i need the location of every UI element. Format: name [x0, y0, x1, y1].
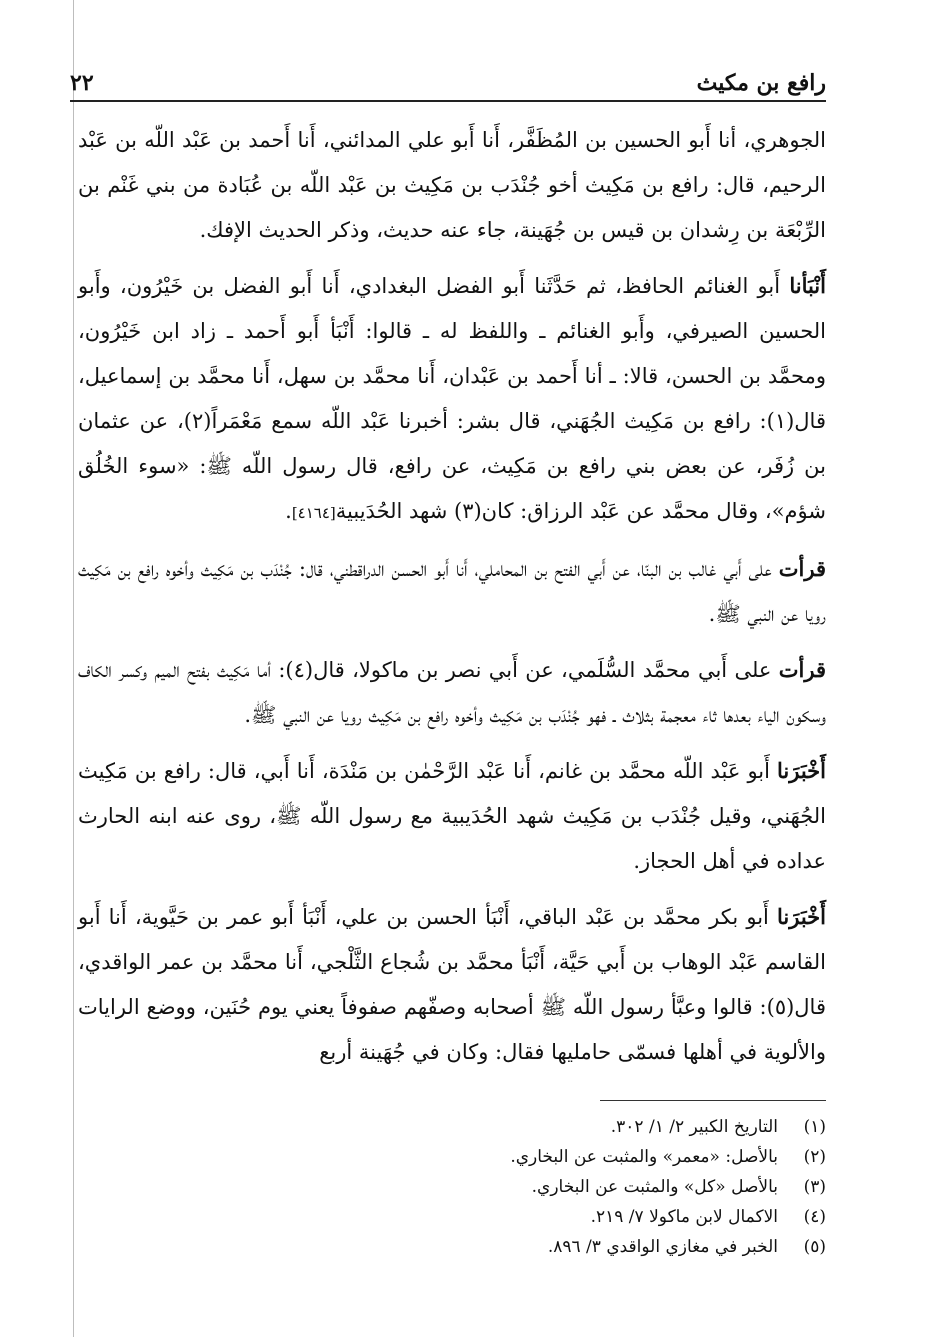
main-text [78, 118, 826, 1085]
footnote [78, 1172, 826, 1202]
footnotes [78, 1112, 826, 1262]
hadith-number: [٤١٦٤] [291, 504, 336, 522]
paragraph-lead: قرأت [778, 556, 826, 581]
paragraph-3 [78, 546, 826, 637]
footnote [78, 1142, 826, 1172]
page-header [70, 56, 826, 102]
footnote [78, 1202, 826, 1232]
page-number: ٢٢ [70, 70, 94, 96]
footnote-separator [600, 1100, 826, 1101]
footnote-number: (٥) [803, 1237, 826, 1257]
footnote-text: الخبر في مغازي الواقدي ٣/ ٨٩٦. [547, 1237, 778, 1257]
footnote-number: (١) [803, 1117, 826, 1137]
paragraph-4 [78, 647, 826, 738]
footnote-text: بالأصل: «معمر» والمثبت عن البخاري. [510, 1147, 778, 1167]
paragraph-lead: قرأت [778, 657, 826, 682]
footnote-text: الاكمال لابن ماكولا ٧/ ٢١٩. [590, 1207, 778, 1227]
paragraph-text: الجوهري، أنا أَبو الحسين بن المُظَفَّر، أَنا أَبو علي المدائني، أَنا أَحمد بن عَبْد اللّه بن عَبْد الرحيم، قال: رافع بن مَكِيث أخو جُنْدَب بن مَكِيث بن عَبْد اللّه بن عُبَادة من بني غَنْم بن الرِّبْعَة بن رِشدان بن قيس بن جُهَينة، جاء عنه حديث، وذكر الحديث الإفك. [78, 128, 826, 242]
paragraph-lead: أَنْبَأنا [789, 273, 826, 298]
paragraph-lead: أَخْبَرَنا [777, 758, 826, 783]
footnote [78, 1232, 826, 1262]
paragraph-text: أَبو بكر محمَّد بن عَبْد الباقي، أَنْبَأ الحسن بن علي، أَنْبَأ أَبو عمر بن حَيَّوية، أَنا أَبو القاسم عَبْد الوهاب بن أَبي حَيَّة، أَنْبَأ محمَّد بن شُجاع الثَّلْجي، أَنا محمَّد بن عمر الواقدي، قال(٥): قالوا وعبَّأ رسول اللّه ﷺ أصحابه وصفّهم صفوفاً يعني يوم حُنَين، ووضع الرايات والألوية في أهلها فسمّى حامليها فقال: وكان في جُهَينة أربع [78, 905, 827, 1064]
paragraph-1 [78, 118, 826, 253]
paragraph-5 [78, 748, 826, 884]
paragraph-text: على أَبي محمَّد السُّلَمي، عن أَبي نصر بن ماكولا، قال(٤): أما مَكِيث بفتح الميم وكسر الكاف وسكون الياء بعدها ثاء معجمة بثلاث ـ فهو جُنْدَب بن مَكِيث وأخوه رافع بن مَكِيث رويا عن النبي ﷺ. [78, 658, 826, 727]
footnote-number: (٤) [803, 1207, 826, 1227]
footnote-number: (٣) [803, 1177, 826, 1197]
paragraph-2: أَنْبَأنا أَبو الغنائم الحافظ، ثم حَدَّثَنا أَبو الفضل البغدادي، أَنا أَبو الفضل بن خَيْرُون، وأَبو الحسين الصيرفي، وأَبو الغنائم ـ واللفظ له ـ قالوا: أَنْبَأ أَبو أَحمد ـ زاد ابن خَيْرُون، ومحمَّد بن الحسن، قالا: ـ أنا أَحمد بن عَبْدان، أَنا محمَّد بن سهل، أَنا محمَّد بن إسماعيل، قال(١): رافع بن مَكِيث الجُهَني، قال بشر: أخبرنا عَبْد اللّه سمع مَعْمَراً(٢)، عن عثمان بن زُفَر، عن بعض بني رافع بن مَكِيث، عن رافع، قال رسول اللّه ﷺ: «سوء الخُلُق شؤم»، وقال محمَّد عن عَبْد الرزاق: كان(٣) شهد الحُدَيبية[٤١٦٤]. [78, 273, 826, 523]
paragraph-text: أَبو عَبْد اللّه محمَّد بن غانم، أَنا عَبْد الرَّحْمٰن بن مَنْدَة، أَنا أَبي، قال: رافع بن مَكِيث الجُهَني، وقيل جُنْدَب بن مَكِيث شهد الحُدَيبية مع رسول اللّه ﷺ، روى عنه ابنه الحارث عداده في أهل الحجاز. [78, 759, 826, 873]
paragraph-6 [78, 894, 826, 1075]
scan-edge-line [73, 0, 74, 1337]
footnote [78, 1112, 826, 1142]
footnote-text: بالأصل «كل» والمثبت عن البخاري. [531, 1177, 778, 1197]
paragraph-lead: أَخْبَرَنا [777, 904, 826, 929]
paragraph-text: على أَبي غالب بن البنّا، عن أَبي الفتح بن المحاملي، أَنا أَبو الحسن الدراقطني، قال: جُنْدَب بن مَكِيث وأخوه رافع بن مَكِيث رويا عن النبي ﷺ. [78, 557, 826, 626]
paragraph-text: أَبو الغنائم الحافظ، ثم حَدَّثَنا أَبو الفضل البغدادي، أَنا أَبو الفضل بن خَيْرُون، وأَبو الحسين الصيرفي، وأَبو الغنائم ـ واللفظ له ـ قالوا: أَنْبَأ أَبو أَحمد ـ زاد ابن خَيْرُون، ومحمَّد بن الحسن، قالا: ـ أنا أَحمد بن عَبْدان، أَنا محمَّد بن سهل، أَنا محمَّد بن إسماعيل، قال(١): رافع بن مَكِيث الجُهَني، قال بشر: أخبرنا عَبْد اللّه سمع مَعْمَراً(٢)، عن عثمان بن زُفَر، عن بعض بني رافع بن مَكِيث، عن رافع، قال رسول اللّه ﷺ: «سوء الخُلُق شؤم»، وقال محمَّد عن عَبْد الرزاق: كان(٣) شهد الحُدَيبية [78, 274, 826, 523]
footnote-text: التاريخ الكبير ٢/ ١/ ٣٠٢. [610, 1117, 778, 1137]
footnote-number: (٢) [803, 1147, 826, 1167]
running-title: رافع بن مكيث [696, 70, 826, 96]
